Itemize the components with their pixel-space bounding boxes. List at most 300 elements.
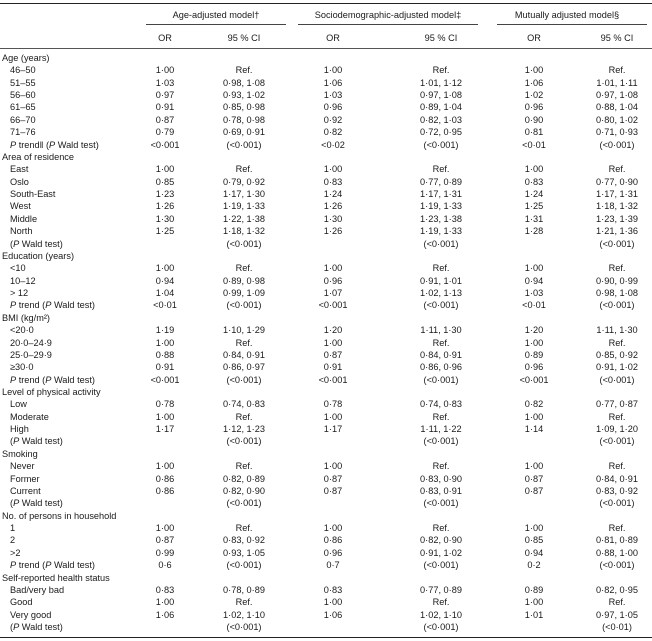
- or-cell: 0·85: [524, 535, 544, 546]
- row-label: High: [10, 424, 29, 435]
- test-label-part: trendǁ (: [16, 139, 50, 150]
- ci-cell: Ref.: [235, 411, 253, 422]
- ci-cell: 0·85, 0·98: [223, 102, 265, 113]
- ci-cell: 0·77, 0·89: [420, 176, 462, 187]
- test-label-part: (: [10, 238, 14, 249]
- or-cell: 1·26: [323, 201, 343, 212]
- row-label: ≥30·0: [10, 362, 34, 373]
- ci-cell: (<0·001): [226, 300, 262, 311]
- or-cell: 1·24: [323, 189, 343, 200]
- ci-cell: 0·84, 0·91: [223, 349, 265, 360]
- or-cell: 0·6: [158, 560, 172, 571]
- ci-cell: 0·74, 0·83: [420, 399, 462, 410]
- row-label: North: [10, 226, 33, 237]
- ci-cell: 0·84, 0·91: [596, 473, 638, 484]
- ci-cell: 0·88, 1·04: [596, 102, 638, 113]
- ci-cell: (<0·001): [226, 238, 262, 249]
- row-label: West: [10, 201, 31, 212]
- or-cell: 1·00: [155, 263, 175, 274]
- ci-cell: Ref.: [432, 523, 450, 534]
- or-cell: 1·24: [524, 189, 544, 200]
- or-cell: 1·07: [323, 288, 343, 299]
- ci-cell: 0·80, 1·02: [596, 114, 638, 125]
- or-cell: 1·17: [323, 424, 343, 435]
- or-cell: 1·00: [155, 65, 175, 76]
- test-label-part: Wald test): [51, 560, 95, 571]
- ci-cell: 0·82, 0·89: [223, 473, 265, 484]
- or-cell: 0·91: [155, 362, 175, 373]
- row-label: Oslo: [10, 176, 29, 187]
- row-label: Good: [10, 597, 33, 608]
- ci-cell: Ref.: [432, 461, 450, 472]
- or-cell: 1·00: [323, 597, 343, 608]
- ci-cell: 0·79, 0·92: [223, 176, 265, 187]
- header-bottom-rule: [0, 48, 652, 49]
- row-label: 71–76: [10, 127, 36, 138]
- or-cell: <0·001: [318, 374, 348, 385]
- or-cell: 0·87: [524, 473, 544, 484]
- ci-cell: 0·78, 0·89: [223, 584, 265, 595]
- ci-cell: 0·83, 0·90: [420, 473, 462, 484]
- test-label-part: Wald test): [19, 238, 63, 249]
- ci-cell: 1·01, 1·11: [596, 77, 638, 88]
- table-bottom-rule: [0, 637, 652, 638]
- row-label: South-East: [10, 189, 56, 200]
- ci-cell: 0·91, 1·01: [420, 275, 462, 286]
- ci-cell: 0·81, 0·89: [596, 535, 638, 546]
- ci-cell: (<0·001): [423, 622, 459, 633]
- ci-cell: 1·18, 1·32: [223, 226, 265, 237]
- ci-cell: 1·21, 1·36: [596, 226, 638, 237]
- or-cell: 1·20: [524, 325, 544, 336]
- ci-cell: 0·82, 0·90: [420, 535, 462, 546]
- or-cell: 1·31: [524, 213, 544, 224]
- or-cell: <0·02: [321, 139, 345, 150]
- row-label: 51–55: [10, 77, 36, 88]
- ci-cell: (<0·001): [226, 622, 262, 633]
- row-label: 2: [10, 535, 16, 546]
- test-label-part: Wald test): [55, 139, 99, 150]
- ci-cell: (<0·001): [423, 139, 459, 150]
- ci-cell: 0·72, 0·95: [420, 127, 462, 138]
- or-cell: 1·00: [524, 65, 544, 76]
- ci-cell: 1·19, 1·33: [223, 201, 265, 212]
- test-row-label: [10, 621, 63, 633]
- row-label: 20·0–24·9: [10, 337, 52, 348]
- ci-cell: 0·82, 1·03: [420, 114, 462, 125]
- or-cell: 1·00: [323, 337, 343, 348]
- ci-cell: 1·02, 1·10: [420, 609, 462, 620]
- test-label-part: P: [13, 498, 20, 509]
- ci-cell: (<0·001): [423, 560, 459, 571]
- or-cell: 0·78: [155, 399, 175, 410]
- test-label-part: P: [10, 300, 17, 311]
- or-cell: 0·97: [155, 90, 175, 101]
- ci-cell: (<0·001): [599, 560, 635, 571]
- row-label: Never: [10, 461, 35, 472]
- header-model-mutually-adjusted: Mutually adjusted model§: [514, 10, 620, 20]
- test-label-part: P: [49, 139, 56, 150]
- or-cell: 0·87: [155, 535, 175, 546]
- or-cell: 1·00: [155, 597, 175, 608]
- or-cell: 0·83: [524, 176, 544, 187]
- ci-cell: 1·09, 1·20: [596, 424, 638, 435]
- test-label-part: trend (: [16, 560, 46, 571]
- test-label-part: Wald test): [19, 498, 63, 509]
- ci-cell: Ref.: [608, 65, 626, 76]
- ci-cell: Ref.: [235, 461, 253, 472]
- or-cell: 0·94: [524, 547, 544, 558]
- ci-cell: (<0·001): [599, 300, 635, 311]
- ci-cell: (<0·001): [226, 560, 262, 571]
- ci-cell: 0·97, 1·08: [596, 90, 638, 101]
- or-cell: <0·01: [522, 139, 546, 150]
- header-or-2: OR: [326, 33, 340, 43]
- ci-cell: 1·18, 1·32: [596, 201, 638, 212]
- ci-cell: 1·10, 1·29: [223, 325, 265, 336]
- test-label-part: (: [10, 498, 14, 509]
- test-label-part: P: [13, 238, 20, 249]
- ci-cell: 0·74, 0·83: [223, 399, 265, 410]
- header-or-3: OR: [527, 33, 541, 43]
- ci-cell: (<0·001): [599, 139, 635, 150]
- or-cell: 1·30: [323, 213, 343, 224]
- ci-cell: (<0·001): [599, 238, 635, 249]
- or-cell: 0·96: [524, 102, 544, 113]
- ci-cell: 0·83, 0·92: [596, 485, 638, 496]
- or-cell: 0·94: [524, 275, 544, 286]
- ci-cell: Ref.: [235, 65, 253, 76]
- ci-cell: 0·93, 1·05: [223, 547, 265, 558]
- section-label: Self-reported health status: [2, 572, 110, 583]
- or-cell: 0·96: [323, 547, 343, 558]
- or-cell: 1·20: [323, 325, 343, 336]
- ci-cell: 0·77, 0·90: [596, 176, 638, 187]
- or-cell: 0·87: [323, 349, 343, 360]
- section-label: Area of residence: [2, 151, 75, 162]
- ci-cell: 0·93, 1·02: [223, 90, 265, 101]
- ci-cell: 0·84, 0·91: [420, 349, 462, 360]
- ci-cell: 0·89, 0·98: [223, 275, 265, 286]
- ci-cell: 1·22, 1·38: [223, 213, 265, 224]
- or-cell: <0·01: [522, 300, 546, 311]
- row-label: >2: [10, 547, 21, 558]
- ci-cell: Ref.: [432, 164, 450, 175]
- or-cell: 0·79: [155, 127, 175, 138]
- ci-cell: 0·82, 0·95: [596, 584, 638, 595]
- ci-cell: 0·98, 1·08: [596, 288, 638, 299]
- or-cell: 1·30: [155, 213, 175, 224]
- ci-cell: Ref.: [432, 411, 450, 422]
- or-cell: 1·00: [323, 461, 343, 472]
- test-label-part: Wald test): [19, 622, 63, 633]
- row-label: > 12: [10, 288, 29, 299]
- or-cell: <0·001: [318, 300, 348, 311]
- test-label-part: P: [45, 300, 52, 311]
- test-label-part: Wald test): [51, 374, 95, 385]
- table-top-rule: [0, 3, 652, 4]
- row-label: 61–65: [10, 102, 36, 113]
- ci-cell: Ref.: [432, 65, 450, 76]
- ci-cell: 1·17, 1·31: [420, 189, 462, 200]
- or-cell: 0·90: [524, 114, 544, 125]
- or-cell: 0·91: [323, 362, 343, 373]
- ci-cell: 1·19, 1·33: [420, 201, 462, 212]
- row-label: Moderate: [10, 411, 49, 422]
- row-label: East: [10, 164, 29, 175]
- ci-cell: 0·83, 0·91: [420, 485, 462, 496]
- or-cell: 0·89: [524, 349, 544, 360]
- or-cell: 1·26: [155, 201, 175, 212]
- ci-cell: 1·11, 1·30: [596, 325, 638, 336]
- ci-cell: 0·85, 0·92: [596, 349, 638, 360]
- or-cell: 1·28: [524, 226, 544, 237]
- test-label-part: Wald test): [51, 300, 95, 311]
- ci-cell: 0·77, 0·89: [420, 584, 462, 595]
- ci-cell: 0·89, 1·04: [420, 102, 462, 113]
- or-cell: 1·00: [524, 523, 544, 534]
- ci-cell: 0·98, 1·08: [223, 77, 265, 88]
- header-ci-1: 95 % CI: [227, 33, 261, 43]
- ci-cell: (<0·001): [599, 436, 635, 447]
- ci-cell: Ref.: [235, 337, 253, 348]
- or-cell: 0·86: [323, 535, 343, 546]
- header-group-rule-1: [146, 24, 286, 25]
- or-cell: 0·2: [527, 560, 541, 571]
- or-cell: 0·96: [323, 275, 343, 286]
- header-group-rule-2: [298, 24, 478, 25]
- ci-cell: Ref.: [235, 523, 253, 534]
- or-cell: 1·00: [155, 411, 175, 422]
- test-row-label: [10, 299, 95, 311]
- or-cell: 0·92: [323, 114, 343, 125]
- test-label-part: P: [13, 436, 20, 447]
- ci-cell: Ref.: [432, 597, 450, 608]
- or-cell: 0·86: [155, 473, 175, 484]
- or-cell: 0·94: [155, 275, 175, 286]
- or-cell: 1·17: [155, 424, 175, 435]
- ci-cell: 1·12, 1·23: [223, 424, 265, 435]
- or-cell: 1·14: [524, 424, 544, 435]
- section-label: Level of physical activity: [2, 386, 101, 397]
- row-label: <20·0: [10, 325, 34, 336]
- or-cell: 0·85: [155, 176, 175, 187]
- or-cell: 0·91: [155, 102, 175, 113]
- section-label: BMI (kg/m²): [2, 312, 50, 323]
- ci-cell: 1·11, 1·30: [420, 325, 462, 336]
- ci-cell: (<0·001): [226, 139, 262, 150]
- test-row-label: [10, 497, 63, 509]
- ci-cell: (<0·01): [602, 622, 632, 633]
- or-cell: 0·78: [323, 399, 343, 410]
- ci-cell: (<0·001): [423, 300, 459, 311]
- or-cell: 1·06: [323, 77, 343, 88]
- or-cell: 1·00: [524, 461, 544, 472]
- or-cell: 1·00: [155, 164, 175, 175]
- ci-cell: Ref.: [608, 164, 626, 175]
- or-cell: 0·99: [155, 547, 175, 558]
- ci-cell: 1·19, 1·33: [420, 226, 462, 237]
- or-cell: 0·83: [323, 584, 343, 595]
- or-cell: 0·83: [323, 176, 343, 187]
- test-label-part: P: [13, 622, 20, 633]
- row-label: Current: [10, 485, 41, 496]
- row-label: Bad/very bad: [10, 584, 65, 595]
- test-row-label: [10, 238, 63, 250]
- or-cell: 1·00: [323, 263, 343, 274]
- or-cell: 1·25: [524, 201, 544, 212]
- ci-cell: Ref.: [608, 461, 626, 472]
- test-row-label: [10, 374, 95, 386]
- test-label-part: P: [45, 374, 52, 385]
- ci-cell: (<0·001): [226, 436, 262, 447]
- ci-cell: (<0·001): [599, 498, 635, 509]
- ci-cell: 1·17, 1·30: [223, 189, 265, 200]
- ci-cell: 1·02, 1·10: [223, 609, 265, 620]
- or-cell: 1·00: [155, 461, 175, 472]
- or-cell: 1·00: [524, 164, 544, 175]
- or-cell: 0·82: [524, 399, 544, 410]
- header-group-rule-3: [497, 24, 647, 25]
- header-or-2-ci: 95 % CI: [424, 33, 458, 43]
- ci-cell: 1·11, 1·22: [420, 424, 462, 435]
- or-cell: 1·04: [155, 288, 175, 299]
- or-cell: 1·00: [323, 164, 343, 175]
- test-label-part: (: [10, 436, 14, 447]
- row-label: 25·0–29·9: [10, 349, 52, 360]
- ci-cell: 0·99, 1·09: [223, 288, 265, 299]
- ci-cell: 1·01, 1·12: [420, 77, 462, 88]
- ci-cell: 1·23, 1·38: [420, 213, 462, 224]
- ci-cell: 0·69, 0·91: [223, 127, 265, 138]
- or-cell: 1·00: [155, 337, 175, 348]
- or-cell: 0·96: [323, 102, 343, 113]
- or-cell: 1·00: [323, 411, 343, 422]
- test-label-part: (: [10, 622, 14, 633]
- test-row-label: [10, 435, 63, 447]
- ci-cell: 0·97, 1·05: [596, 609, 638, 620]
- or-cell: 1·00: [524, 411, 544, 422]
- ci-cell: Ref.: [235, 263, 253, 274]
- or-cell: 1·00: [524, 337, 544, 348]
- row-label: 46–50: [10, 65, 36, 76]
- ci-cell: (<0·001): [423, 374, 459, 385]
- or-cell: 0·81: [524, 127, 544, 138]
- or-cell: 1·02: [524, 90, 544, 101]
- ci-cell: Ref.: [608, 263, 626, 274]
- or-cell: 1·03: [524, 288, 544, 299]
- row-label: 56–60: [10, 90, 36, 101]
- ci-cell: 0·97, 1·08: [420, 90, 462, 101]
- ci-cell: 0·88, 1·00: [596, 547, 638, 558]
- test-label-part: trend (: [16, 300, 46, 311]
- ci-cell: 0·77, 0·87: [596, 399, 638, 410]
- section-label: Education (years): [2, 250, 75, 261]
- ci-cell: Ref.: [432, 263, 450, 274]
- or-cell: 1·00: [323, 65, 343, 76]
- test-row-label: [10, 559, 95, 571]
- or-cell: 0·87: [524, 485, 544, 496]
- or-cell: 1·06: [155, 609, 175, 620]
- header-model-age-adjusted: Age-adjusted model†: [172, 10, 260, 20]
- ci-cell: 1·02, 1·13: [420, 288, 462, 299]
- ci-cell: (<0·001): [423, 436, 459, 447]
- or-cell: <0·01: [153, 300, 177, 311]
- or-cell: 1·25: [155, 226, 175, 237]
- section-label: No. of persons in household: [2, 510, 117, 521]
- or-cell: 0·87: [155, 114, 175, 125]
- row-label: <10: [10, 263, 26, 274]
- or-cell: 0·89: [524, 584, 544, 595]
- or-cell: 0·87: [323, 473, 343, 484]
- ci-cell: Ref.: [235, 597, 253, 608]
- ci-cell: 0·86, 0·97: [223, 362, 265, 373]
- or-cell: 1·03: [323, 90, 343, 101]
- or-cell: 0·96: [524, 362, 544, 373]
- test-label-part: trend (: [16, 374, 46, 385]
- header-ci-3: 95 % CI: [600, 33, 634, 43]
- or-cell: 1·00: [155, 523, 175, 534]
- ci-cell: 0·82, 0·90: [223, 485, 265, 496]
- row-label: Very good: [10, 609, 52, 620]
- or-cell: <0·001: [150, 374, 180, 385]
- row-label: Low: [10, 399, 27, 410]
- ci-cell: (<0·001): [423, 238, 459, 249]
- row-label: Middle: [10, 213, 38, 224]
- or-cell: 1·01: [524, 609, 544, 620]
- or-cell: 1·06: [323, 609, 343, 620]
- or-cell: 1·26: [323, 226, 343, 237]
- ci-cell: Ref.: [608, 523, 626, 534]
- ci-cell: Ref.: [608, 337, 626, 348]
- header-model-sociodemographic: Sociodemographic-adjusted model‡: [314, 10, 462, 20]
- row-label: 66–70: [10, 114, 36, 125]
- or-cell: 1·06: [524, 77, 544, 88]
- ci-cell: Ref.: [608, 411, 626, 422]
- row-label: 10–12: [10, 275, 36, 286]
- or-cell: 1·00: [524, 263, 544, 274]
- or-cell: 0·87: [323, 485, 343, 496]
- test-label-part: P: [10, 560, 17, 571]
- ci-cell: 0·86, 0·96: [420, 362, 462, 373]
- or-cell: <0·001: [519, 374, 549, 385]
- test-row-label: [10, 139, 99, 151]
- row-label: 1: [10, 523, 16, 534]
- or-cell: 1·00: [524, 597, 544, 608]
- or-cell: 0·82: [323, 127, 343, 138]
- ci-cell: (<0·001): [599, 374, 635, 385]
- ci-cell: 0·83, 0·92: [223, 535, 265, 546]
- or-cell: 1·03: [155, 77, 175, 88]
- section-label: Smoking: [2, 448, 38, 459]
- ci-cell: 0·91, 1·02: [420, 547, 462, 558]
- section-label: Age (years): [2, 53, 50, 63]
- ci-cell: 0·91, 1·02: [596, 362, 638, 373]
- or-cell: <0·001: [150, 139, 180, 150]
- test-label-part: P: [10, 139, 17, 150]
- or-cell: 0·7: [326, 560, 340, 571]
- or-cell: 1·00: [323, 523, 343, 534]
- ci-cell: 0·78, 0·98: [223, 114, 265, 125]
- or-cell: 0·83: [155, 584, 175, 595]
- or-cell: 1·19: [155, 325, 175, 336]
- ci-cell: (<0·001): [226, 498, 262, 509]
- or-cell: 1·23: [155, 189, 175, 200]
- ci-cell: (<0·001): [423, 498, 459, 509]
- test-label-part: Wald test): [19, 436, 63, 447]
- header-or-1: OR: [158, 33, 172, 43]
- row-label: Former: [10, 473, 40, 484]
